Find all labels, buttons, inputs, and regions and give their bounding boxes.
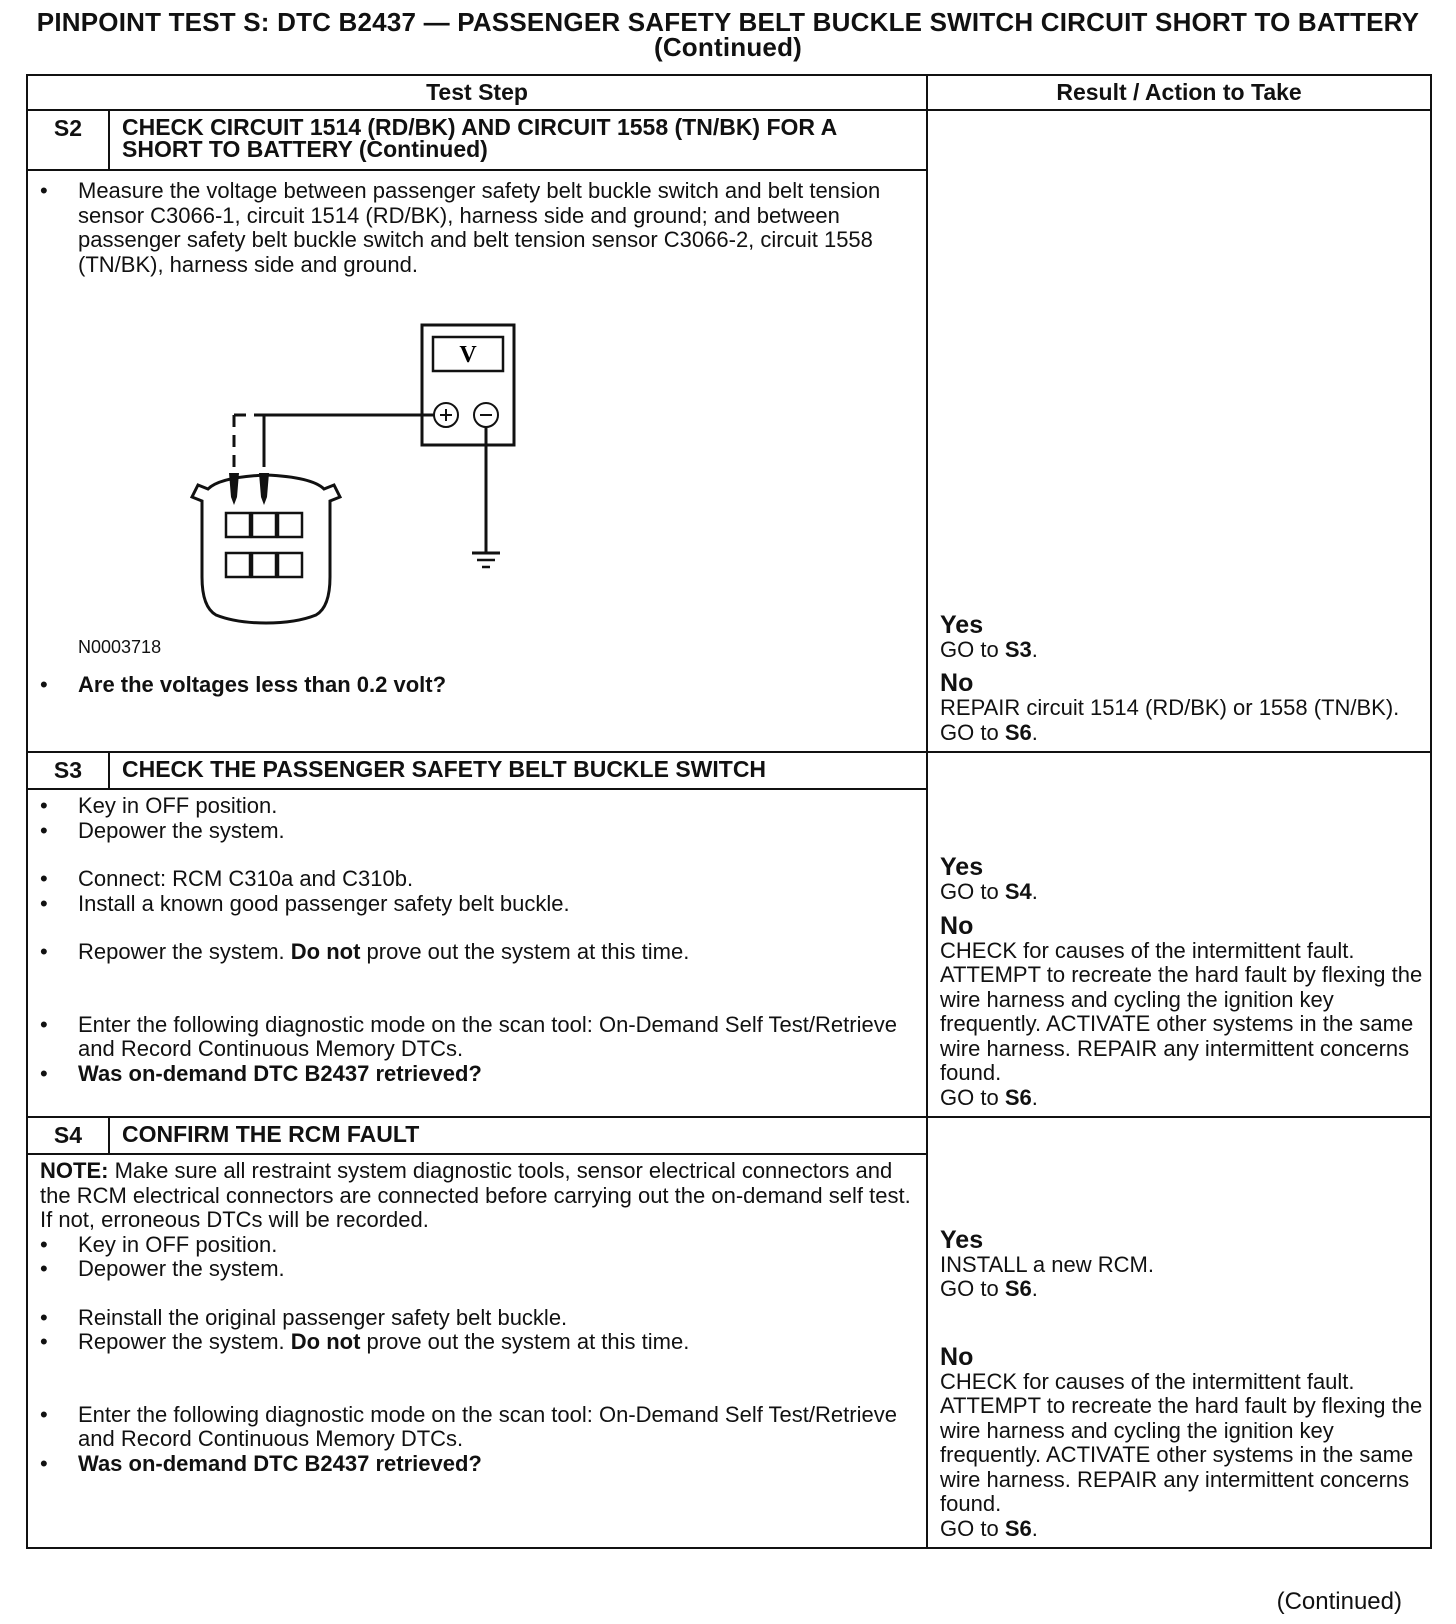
- step-id-s3: S3: [27, 752, 109, 789]
- result-s4: [927, 1117, 1431, 1548]
- s2-question: • Are the voltages less than 0.2 volt?: [40, 673, 916, 698]
- step-s4-header-row: [27, 1117, 1431, 1154]
- result-s3: [927, 752, 1431, 1117]
- s3-bullet-connect: • Connect: RCM C310a and C310b.: [40, 867, 916, 892]
- s3-bullet-repower: • Repower the system. Do not prove out the system at this time.: [40, 940, 916, 965]
- s3-no-text: CHECK for causes of the intermittent fault. ATTEMPT to recreate the hard fault by flexing the wire harness and cycling the ignition key frequently. ACTIVATE other systems in the same wire harness. REPAIR any intermittent concerns found. GO to S6.: [940, 937, 1423, 1110]
- table-header-row: [27, 75, 1431, 110]
- step-title-s3: CHECK THE PASSENGER SAFETY BELT BUCKLE SWITCH: [109, 752, 927, 789]
- s2-no-label: No: [940, 669, 974, 697]
- s2-yes-label: Yes: [940, 610, 984, 639]
- page-title: PINPOINT TEST S: DTC B2437 — PASSENGER SAFETY BELT BUCKLE SWITCH CIRCUIT SHORT TO BATTERY (Continued): [36, 7, 1420, 62]
- voltmeter-connector-svg: [40, 277, 600, 657]
- s4-bullet-diagnostic: • Enter the following diagnostic mode on the scan tool: On-Demand Self Test/Retrieve and Record Continuous Memory DTCs.: [40, 1403, 916, 1452]
- result-s2: [927, 110, 1431, 752]
- s3-no-label: No: [940, 911, 974, 940]
- s3-bullet-install: • Install a known good passenger safety belt buckle.: [40, 892, 916, 917]
- pin-cavity: [278, 553, 302, 577]
- s4-yes-label: Yes: [940, 1225, 984, 1254]
- s2-yes-text: GO to S3.: [940, 636, 1038, 662]
- s4-note: NOTE: Make sure all restraint system diagnostic tools, sensor electrical connectors and the RCM electrical connectors are connected before carrying out the on-demand self test. If not, erroneous DTCs will be recorded.: [40, 1158, 911, 1232]
- figure-code: N0003718: [78, 637, 162, 657]
- s4-bullet-key-off: • Key in OFF position.: [40, 1233, 916, 1258]
- s3-bullet-diagnostic: • Enter the following diagnostic mode on the scan tool: On-Demand Self Test/Retrieve and Record Continuous Memory DTCs.: [40, 1013, 916, 1062]
- step-id-s2: S2: [27, 110, 109, 170]
- s3-yes-label: Yes: [940, 853, 984, 881]
- probe-2: [259, 473, 269, 505]
- s4-no-label: No: [940, 1342, 974, 1371]
- s4-bullet-depower: • Depower the system.: [40, 1257, 916, 1282]
- s3-yes-text: GO to S4.: [940, 879, 1038, 904]
- header-test-step: Test Step: [27, 75, 927, 110]
- s3-question: • Was on-demand DTC B2437 retrieved?: [40, 1062, 916, 1087]
- meter-label: V: [459, 342, 477, 368]
- pin-cavity: [252, 553, 276, 577]
- pinpoint-test-table: [26, 74, 1432, 1549]
- header-result: Result / Action to Take: [927, 75, 1431, 110]
- step-id-s4: S4: [27, 1117, 109, 1154]
- s2-no-text: REPAIR circuit 1514 (RD/BK) or 1558 (TN/BK). GO to S6.: [940, 695, 1400, 745]
- s4-bullet-reinstall: • Reinstall the original passenger safety belt buckle.: [40, 1306, 916, 1331]
- step-title-s4: CONFIRM THE RCM FAULT: [109, 1117, 927, 1154]
- step-title-s2: CHECK CIRCUIT 1514 (RD/BK) AND CIRCUIT 1558 (TN/BK) FOR A SHORT TO BATTERY (Continued): [109, 110, 927, 170]
- s3-bullet-depower: • Depower the system.: [40, 819, 916, 844]
- step-s3-content: [27, 789, 927, 1117]
- step-s2-content: [27, 170, 927, 752]
- s4-question: • Was on-demand DTC B2437 retrieved?: [40, 1452, 916, 1477]
- s4-bullet-repower: • Repower the system. Do not prove out the system at this time.: [40, 1330, 916, 1355]
- continued-label: (Continued): [1276, 1588, 1402, 1615]
- s4-yes-text: INSTALL a new RCM. GO to S6.: [940, 1251, 1154, 1301]
- s3-bullet-key-off: • Key in OFF position.: [40, 794, 916, 819]
- s2-measure-bullet: • Measure the voltage between passenger safety belt buckle switch and belt tension sensor C3066-1, circuit 1514 (RD/BK), harness side and ground; and between passenger safety belt buckle switch and belt tension sensor C3066-2, circuit 1558 (TN/BK), harness side and ground.: [40, 179, 916, 277]
- pin-cavity: [226, 553, 250, 577]
- step-s3-header-row: [27, 752, 1431, 789]
- pin-cavity: [252, 513, 276, 537]
- step-s4-content: [27, 1154, 927, 1548]
- pin-cavity: [278, 513, 302, 537]
- voltmeter-diagram: [40, 277, 916, 657]
- pin-cavity: [226, 513, 250, 537]
- step-s2-header-row: [27, 110, 1431, 170]
- s4-no-text: CHECK for causes of the intermittent fault. ATTEMPT to recreate the hard fault by flexing the wire harness and cycling the ignition key frequently. ACTIVATE other systems in the same wire harness. REPAIR any intermittent concerns found. GO to S6.: [940, 1368, 1423, 1541]
- positive-lead: [264, 415, 434, 455]
